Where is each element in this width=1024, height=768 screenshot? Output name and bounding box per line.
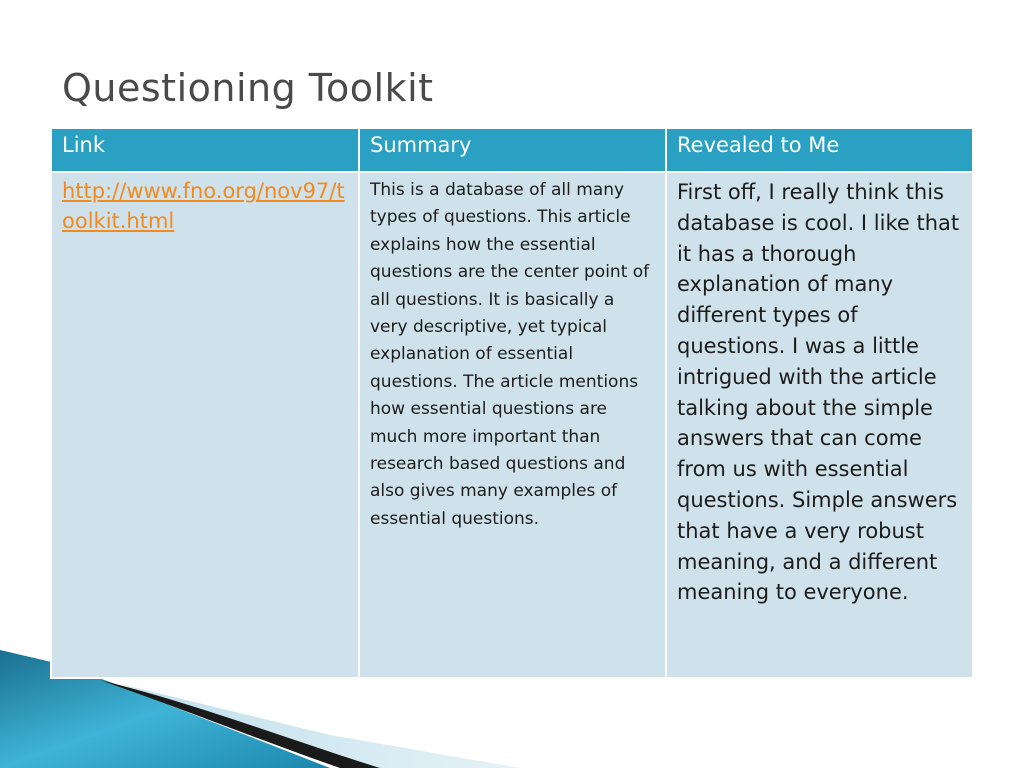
slide-title: Questioning Toolkit xyxy=(62,66,434,110)
cell-link xyxy=(51,172,359,678)
toolkit-link[interactable]: http://www.fno.org/nov97/toolkit.html xyxy=(62,179,345,233)
cell-revealed xyxy=(666,172,973,678)
header-revealed: Revealed to Me xyxy=(666,128,973,172)
header-summary: Summary xyxy=(359,128,666,172)
header-link: Link xyxy=(51,128,359,172)
cell-summary xyxy=(359,172,666,678)
table-header-row xyxy=(51,128,973,172)
revealed-text: First off, I really think this database is cool. I like that it has a thorough explanation of many different types of questions. I was a little intrigued with the article talking about the simple answers that can come from us with essential questions. Simple answers that have a very robust meaning, and a different meaning to everyone. xyxy=(677,180,960,605)
table-row xyxy=(51,172,973,678)
summary-text: This is a database of all many types of questions. This article explains how the essential questions are the center point of all questions. It is basically a very descriptive, yet typical explanation of essential questions. The article mentions how essential questions are much more important than research based questions and also gives many examples of essential questions. xyxy=(370,180,650,529)
toolkit-table xyxy=(50,127,972,679)
